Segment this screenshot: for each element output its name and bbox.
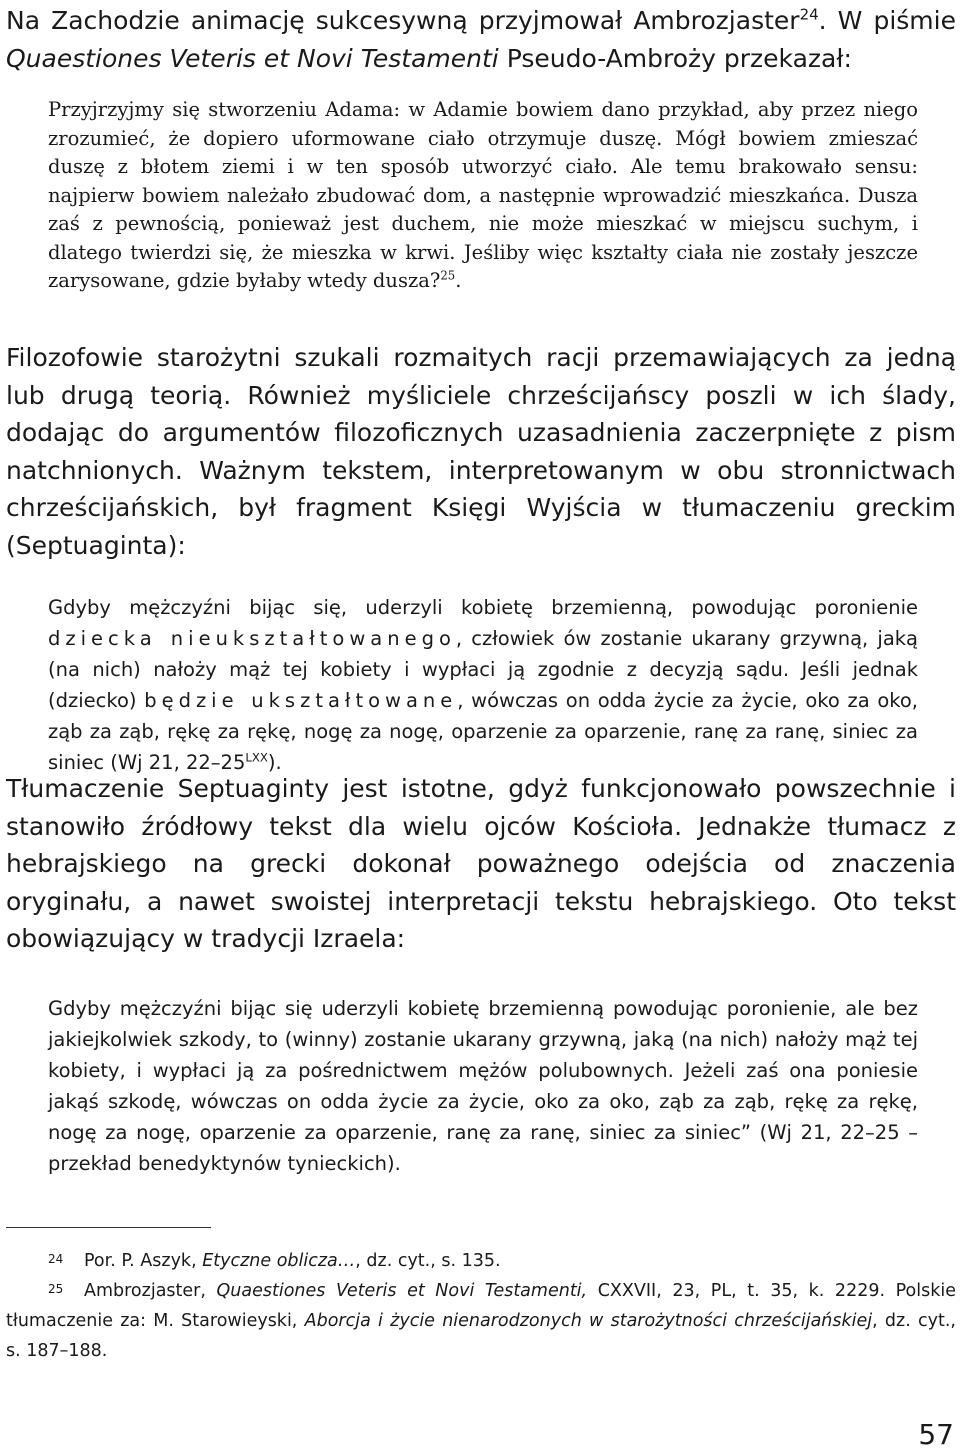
footnote-ref-24[interactable]: 24 bbox=[799, 5, 819, 24]
paragraph-philosophers bbox=[6, 339, 956, 564]
cited-title: Etyczne oblicza… bbox=[202, 1251, 356, 1271]
text-run: , wówczas on odda życie za życie, oko za oko, ząb za ząb, rękę za rękę, nogę za nogę, oparzenie za oparzenie, ranę za ranę, siniec za siniec (Wj 21, 22–25 bbox=[48, 689, 918, 774]
footnote-number: 25 bbox=[48, 1282, 64, 1296]
quote-pseudo-ambrose bbox=[48, 96, 918, 296]
emphasis-spaced: będzie ukształtowane bbox=[144, 689, 458, 712]
text-run: , dz. cyt., s. 135. bbox=[355, 1251, 501, 1271]
paragraph-text: Filozofowie starożytni szukali rozmaitych racji przemawiających za jedną lub drugą teorią. Również myśliciele chrześcijańscy poszli w ich ślady, dodając do argumentów filozoficznych uzasadnienia zaczerpnięte z pism natchnionych. Ważnym tekstem, interpretowanym w obu stronnictwach chrześcijańskich, był fragment Księgi Wyjścia w tłumaczeniu greckim (Septuaginta): bbox=[6, 343, 956, 560]
text-run: , dz. cyt., s. 187–188. bbox=[6, 1311, 956, 1361]
text-run: Por. P. Aszyk, bbox=[84, 1251, 203, 1271]
footnote-ref-25[interactable]: 25 bbox=[440, 268, 456, 283]
cited-title: Quaestiones Veteris et Novi Testamenti, bbox=[216, 1281, 588, 1301]
quote-text: Gdyby mężczyźni bijąc się uderzyli kobietę brzemienną powodując poronienie, ale bez jakiejkolwiek szkody, to (winny) zostanie ukarany grzywną, jaką (na nich) nałoży mąż tej kobiety, i wypłaci ją za pośrednictwem mężów polubownych. Jeżeli zaś ona poniesie jakąś szkodę, wówczas on odda życie za życie, oko za oko, ząb za ząb, rękę za rękę, nogę za nogę, oparzenie za oparzenie, ranę za ranę, siniec za siniec” (Wj 21, 22–25 – przekład benedyktynów tynieckich). bbox=[48, 997, 918, 1175]
quote-septuagint bbox=[48, 592, 918, 778]
footnote-25 bbox=[6, 1276, 956, 1366]
quote-hebrew-tradition bbox=[48, 993, 918, 1179]
text-run: ). bbox=[267, 751, 282, 774]
footnote-24 bbox=[6, 1246, 956, 1276]
text-run: , człowiek ów zostanie ukarany grzywną, jaką (na nich) nałoży mąż tej kobiety i wypłaci ją zgodnie z decyzją sądu. Jeśli jednak (dziecko) bbox=[48, 627, 919, 712]
text-run: Pseudo-Ambroży przekazał: bbox=[498, 43, 852, 73]
cited-title: Aborcja i życie nienarodzonych w starożytności chrześcijańskiej bbox=[304, 1311, 873, 1331]
footnotes bbox=[6, 1246, 956, 1366]
emphasis-spaced: dziecka nieukształtowanego bbox=[48, 627, 456, 650]
paragraph-septuagint-translation bbox=[6, 770, 956, 958]
text-run: . W piśmie bbox=[818, 6, 956, 35]
text-run: . bbox=[455, 269, 462, 292]
paragraph-text: Tłumaczenie Septuaginty jest istotne, gdyż funkcjonowało powszechnie i stanowiło źródłowy tekst dla wielu ojców Kościoła. Jednakże tłumacz z hebrajskiego na grecki dokonał poważnego odejścia od znaczenia oryginału, a nawet swoistej interpretacji tekstu hebrajskiego. Oto tekst obowiązujący w tradycji Izraela: bbox=[6, 774, 956, 953]
paragraph-ambrozjaster bbox=[6, 2, 956, 77]
footnote-number: 24 bbox=[48, 1252, 64, 1266]
text-run: Gdyby mężczyźni bijąc się, uderzyli kobietę brzemienną, powodując poronienie bbox=[48, 596, 918, 619]
work-title: Quaestiones Veteris et Novi Testamenti bbox=[6, 43, 499, 73]
page-number: 57 bbox=[918, 1418, 954, 1451]
footnote-separator bbox=[6, 1227, 211, 1228]
quote-text: Przyjrzyjmy się stworzeniu Adama: w Adamie bowiem dano przykład, aby przez niego zrozumieć, że dopiero uformowane ciało otrzymuje duszę. Mógł bowiem zmieszać duszę z błotem ziemi i w ten sposób utworzyć ciało. Ale temu brakowało sensu: najpierw bowiem należało zbudować dom, a następnie wprowadzić mieszkańca. Dusza zaś z pewnością, ponieważ jest duchem, nie może mieszkać w miejscu suchym, i dlatego twierdzi się, że mieszka w krwi. Jeśliby więc kształty ciała nie zostały jeszcze zarysowane, gdzie byłaby wtedy dusza? bbox=[48, 98, 918, 292]
text-run: CXXVII, 23, PL, t. 35, k. 2229. Polskie tłumaczenie za: M. Starowieyski, bbox=[6, 1281, 957, 1331]
lxx-mark: LXX bbox=[245, 750, 268, 765]
text-run: Na Zachodzie animację sukcesywną przyjmował Ambrozjaster bbox=[6, 6, 800, 35]
text-run: Ambrozjaster, bbox=[84, 1281, 217, 1301]
